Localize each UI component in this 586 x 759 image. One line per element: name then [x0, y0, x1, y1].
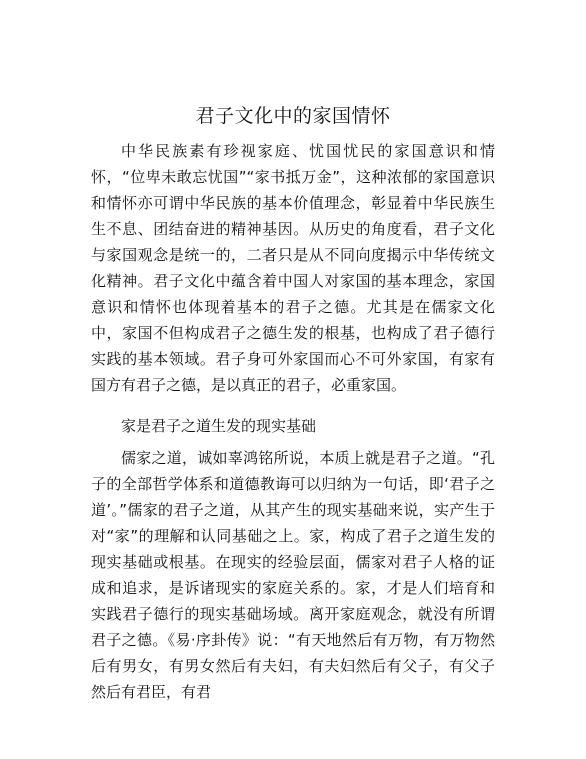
document-title: 君子文化中的家国情怀	[195, 105, 391, 127]
section-heading: 家是君子之道生发的现实基础	[121, 417, 317, 435]
paragraph-intro: 中华民族素有珍视家庭、忧国忧民的家国意识和情怀，“位卑未敢忘忧国”“家书抵万金”，这种浓郁的家国意识和情怀亦可谓中华民族的基本价值理念，彰显着中华民族生生不息、团结奋进的精神基因。从历史的角度看，君子文化与家国观念是统一的，二者只是从不同向度揭示中华传统文化精神。君子文化中蕴含着中国人对家国的基本理念，家国意识和情怀也体现着基本的君子之德。尤其是在儒家文化中，家国不但构成君子之德生发的根基，也构成了君子德行实践的基本领域。君子身可外家国而心不可外家国，有家有国方有君子之德，是以真正的君子，必重家国。	[91, 142, 495, 394]
paragraph-body: 儒家之道，诚如辜鸿铭所说，本质上就是君子之道。“孔子的全部哲学体系和道德教诲可以归纳为一句话，即‘君子之道’。”儒家的君子之道，从其产生的现实基础来说，实产生于对“家”的理解和认同基础之上。家，构成了君子之道生发的现实基础或根基。在现实的经验层面，儒家对君子人格的证成和追求，是诉诸现实的家庭关系的。家，才是人们培育和实践君子德行的现实基础场域。离开家庭观念，就没有所谓君子之德。《易·序卦传》说：“有天地然后有万物，有万物然后有男女，有男女然后有夫妇，有夫妇然后有父子，有父子然后有君臣，有君	[91, 449, 495, 701]
